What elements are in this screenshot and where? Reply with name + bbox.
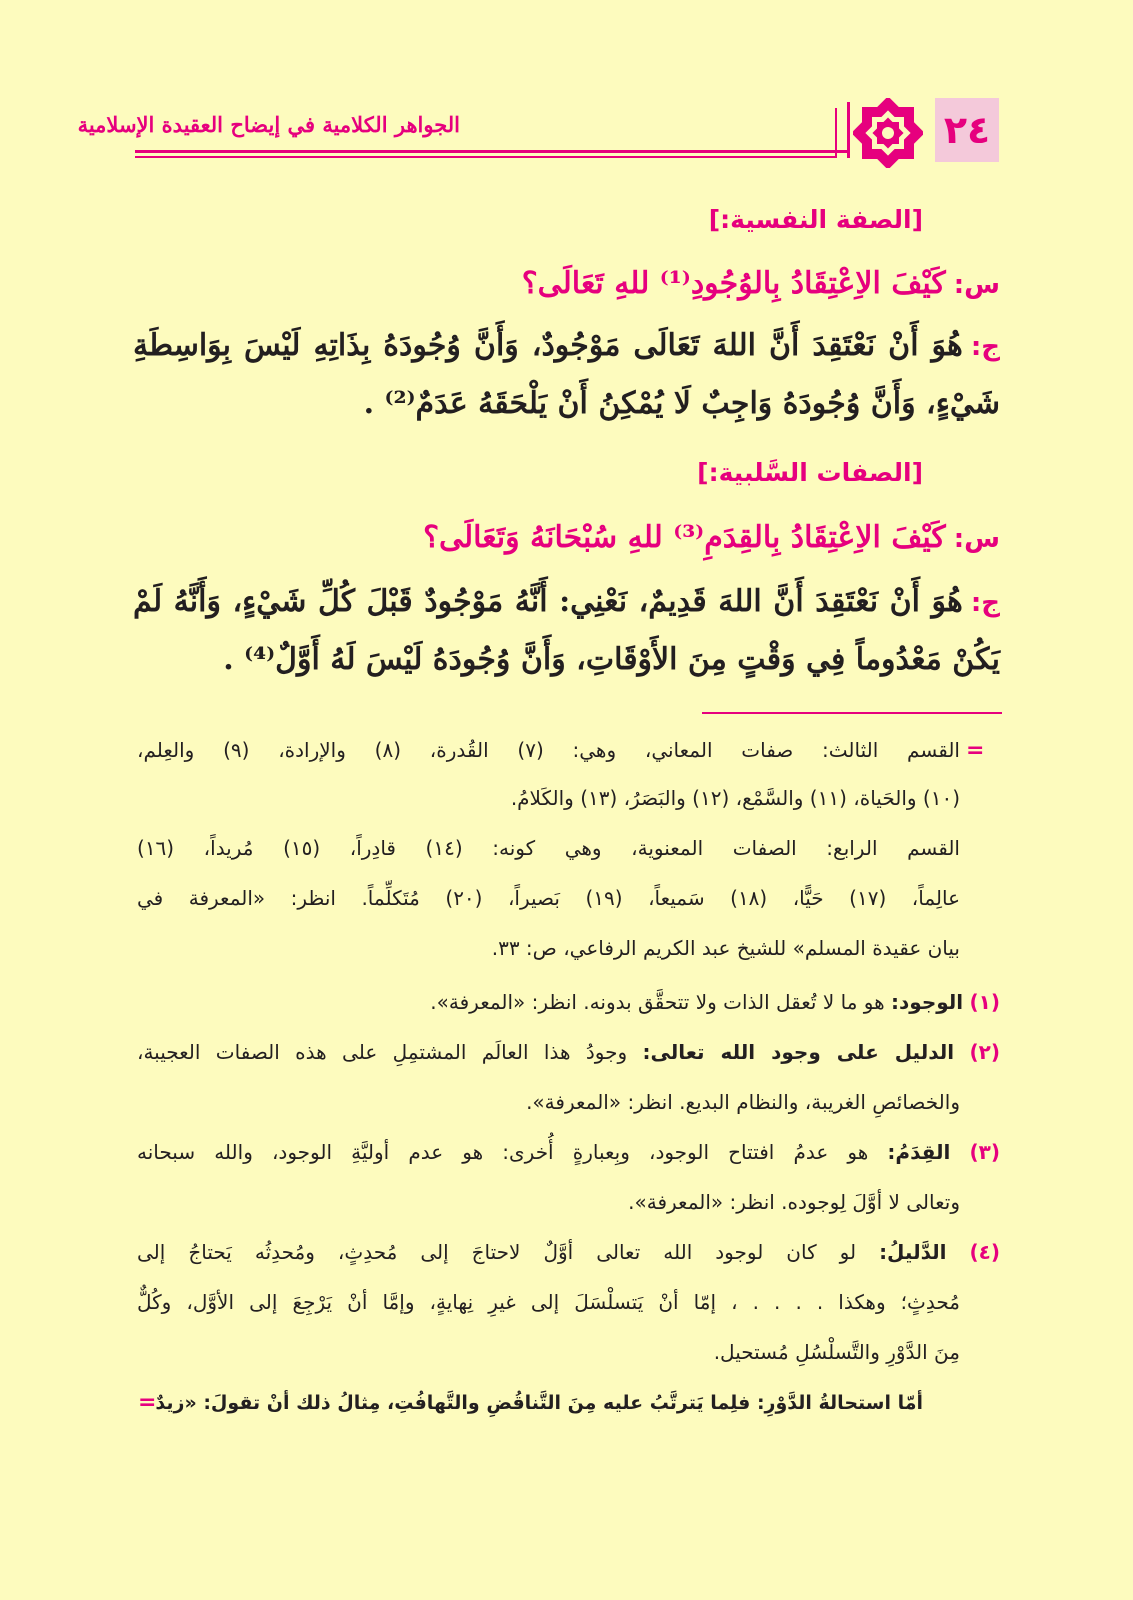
footnote-line: مُحدِثٍ؛ وهكذا . . . . ، إمّا أنْ يَتسلْسَلَ إلى غيرِ نِهايةٍ، وإمَّا أنْ يَرْجِعَ إلى الأوَّل، وكُلٌّ <box>137 1290 960 1314</box>
question <box>133 266 1000 301</box>
book-title: الجواهر الكلامية في إيضاح العقيدة الإسلامية <box>77 112 460 137</box>
footnote <box>137 1240 1000 1264</box>
answer-text: هُوَ أَنْ نَعْتَقِدَ أَنَّ اللهَ قَدِيمٌ، نَعْنِي: أَنَّهُ مَوْجُودٌ قَبْلَ كُلِّ شَيْءٍ، وَأَنَّهُ لَمْ <box>133 584 963 619</box>
page-number: ٢٤ <box>935 98 999 162</box>
footnote-line: القسم الثالث: صفات المعاني، وهي: (٧) القُدرة، (٨) والإرادة، (٩) والعِلم، <box>137 738 960 762</box>
continuation-marker: = <box>966 738 985 763</box>
footnote-term: الدَّليلُ: <box>879 1240 947 1264</box>
footnote-text: هو ما لا تُعقل الذات ولا تتحقَّق بدونه. انظر: «المعرفة». <box>430 990 885 1014</box>
footnote-divider <box>702 712 1002 714</box>
footnote-line: مِنَ الدَّوْرِ والتَّسلْسُلِ مُستحيل. <box>713 1340 960 1364</box>
footnote-line: أمّا استحالةُ الدَّوْرِ: فلِما يَترتَّبُ عليه مِنَ التَّناقُضِ والتَّهافُتِ، مِثالُ ذلك أنْ تقولَ: «زيدٌ <box>155 1392 923 1414</box>
question-marker: س: <box>953 524 1000 554</box>
question-marker: س: <box>953 270 1000 300</box>
answer-line <box>133 328 1000 363</box>
answer-marker: ج: <box>970 588 1000 618</box>
answer-line <box>133 584 1000 619</box>
footnote-term: القِدَمُ: <box>887 1140 951 1164</box>
footnote-line: عالِماً، (١٧) حَيًّا، (١٨) سَميعاً، (١٩) بَصيراً، (٢٠) مُتَكلِّماً. انظر: «المعرفة في <box>137 886 961 910</box>
footnote <box>137 1040 1000 1064</box>
section-title: [الصفة النفسية:] <box>708 205 923 234</box>
answer-marker: ج: <box>970 332 1000 362</box>
question-text: كَيْفَ الاِعْتِقَادُ بِالقِدَمِ⁽³⁾ للهِ سُبْحَانَهُ وَتَعَالَى؟ <box>423 520 946 555</box>
answer-text: هُوَ أَنْ نَعْتَقِدَ أَنَّ اللهَ تَعَالَى مَوْجُودٌ، وَأَنَّ وُجُودَهُ بِذَاتِهِ لَيْسَ بِوَاسِطَةِ <box>133 328 963 363</box>
footnote-number: (٤) <box>969 1240 1001 1264</box>
footnote-number: (٣) <box>969 1140 1000 1164</box>
footnote-line: والخصائصِ الغريبة، والنظام البديع. انظر: «المعرفة». <box>526 1090 960 1114</box>
footnote-number: (١) <box>969 990 1000 1014</box>
footnote-number: (٢) <box>969 1040 1001 1064</box>
footnote-text: هو عدمُ افتتاح الوجود، وبِعبارةٍ أُخرى: هو عدم أوليَّةِ الوجود، والله سبحانه <box>137 1140 869 1164</box>
star-ornament-icon <box>853 98 923 168</box>
footnote-term: الوجود: <box>891 990 964 1014</box>
footnote-line: القسم الرابع: الصفات المعنوية، وهي كونه: (١٤) قادِراً، (١٥) مُريداً، (١٦) <box>137 836 960 860</box>
answer-line <box>133 386 1000 421</box>
footnote <box>137 1140 1000 1164</box>
footnote-line: (١٠) والحَياة، (١١) والسَّمْع، (١٢) والبَصَرُ، (١٣) والكَلامُ. <box>510 786 960 810</box>
footnote-line: وتعالى لا أوَّلَ لِوجوده. انظر: «المعرفة». <box>628 1190 960 1214</box>
footnote <box>137 990 1000 1014</box>
answer-text: يَكُنْ مَعْدُوماً فِي وَقْتٍ مِنَ الأَوْقَاتِ، وَأَنَّ وُجُودَهُ لَيْسَ لَهُ أَوَّلٌ⁽⁴⁾ . <box>223 642 1000 677</box>
question-text: كَيْفَ الاِعْتِقَادُ بِالوُجُودِ⁽¹⁾ للهِ تَعَالَى؟ <box>521 266 946 301</box>
footnote-text: وجودُ هذا العالَم المشتمِلِ على هذه الصفات العجيبة، <box>137 1040 628 1064</box>
footnote-line: بيان عقيدة المسلم» للشيخ عبد الكريم الرفاعي، ص: ٣٣. <box>491 936 960 960</box>
footnote-text: لو كان لوجود الله تعالى أوَّلٌ لاحتاجَ إلى مُحدِثٍ، ومُحدِثُه يَحتاجُ إلى <box>137 1240 857 1264</box>
section-title: [الصفات السَّلبية:] <box>697 458 923 487</box>
footnote-term: الدليل على وجود الله تعالى: <box>642 1040 955 1064</box>
answer-text: شَيْءٍ، وَأَنَّ وُجُودَهُ وَاجِبٌ لَا يُمْكِنُ أَنْ يَلْحَقَهُ عَدَمٌ⁽²⁾ . <box>363 386 1000 421</box>
question <box>133 520 1000 555</box>
answer-line <box>133 642 1000 677</box>
end-marker: = <box>138 1390 157 1415</box>
